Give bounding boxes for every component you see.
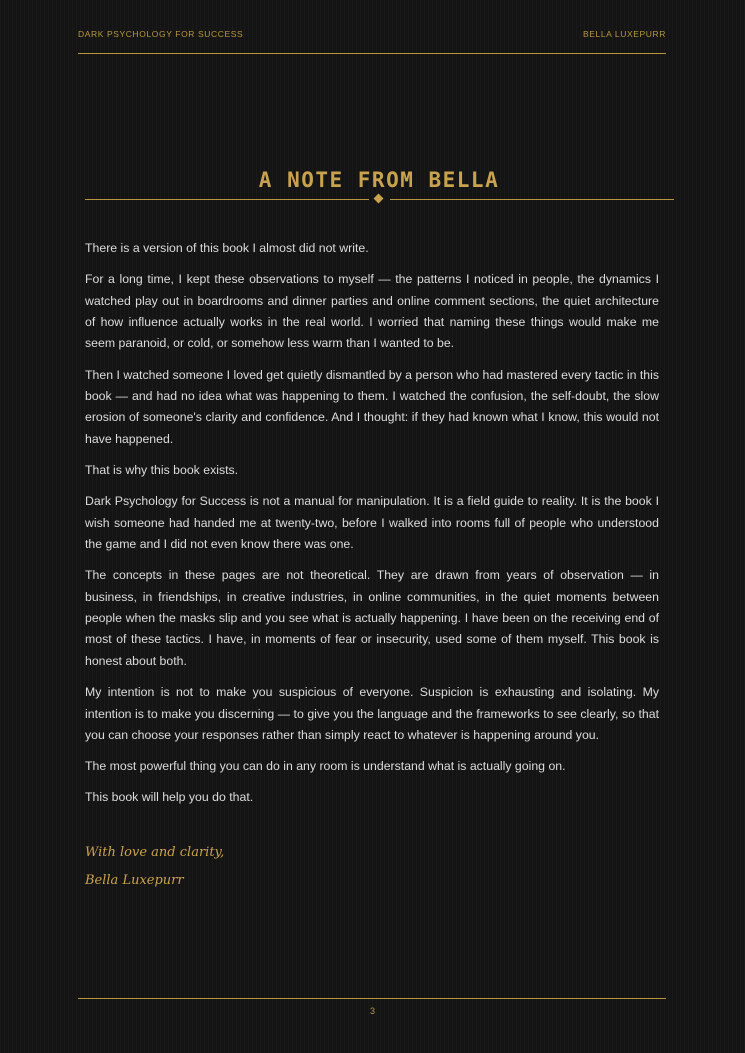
- paragraph: The concepts in these pages are not theoretical. They are drawn from years of observation — in business, in friendships, in creative industries, in online communities, in the quiet moments between people when the masks slip and you see what is actually happening. I have been on the receiving end of most of these tactics. I have, in moments of fear or insecurity, used some of them myself. This book is honest about both.: [85, 568, 659, 668]
- header-author: BELLA LUXEPURR: [582, 29, 666, 39]
- divider-line-left: [85, 199, 369, 200]
- paragraph: That is why this book exists.: [85, 463, 239, 478]
- paragraph: The most powerful thing you can do in any room is understand what is actually going on.: [85, 759, 566, 774]
- paragraph: Dark Psychology for Success is not a manual for manipulation. It is a field guide to reality. It is the book I wish someone had handed me at twenty-two, before I walked into rooms full of people who understood the game and I did not even know there was one.: [85, 494, 659, 552]
- chapter-title: A NOTE FROM BELLA: [258, 168, 500, 192]
- signoff: [85, 839, 224, 895]
- paragraph: Then I watched someone I loved get quietly dismantled by a person who had mastered every tactic in this book — and had no idea what was happening to them. I watched the confusion, the self-doubt, the slow erosion of someone's clarity and confidence. And I thought: if they had known what I know, this would not have happened.: [85, 367, 659, 446]
- paragraph: For a long time, I kept these observations to myself — the patterns I noticed in people, the dynamics I watched play out in boardrooms and dinner parties and online comment sections, the quiet architecture of how influence actually works in the real world. I worried that naming these things would make me seem paranoid, or cold, or somehow less warm than I wanted to be.: [85, 272, 659, 351]
- title-divider: [85, 199, 674, 200]
- signoff-closing: With love and clarity,: [85, 845, 225, 860]
- divider-line-right: [390, 199, 674, 200]
- paragraph: There is a version of this book I almost did not write.: [85, 241, 369, 255]
- paragraph: My intention is not to make you suspicious of everyone. Suspicion is exhausting and isolating. My intention is to make you discerning — to give you the language and the frameworks to see clearly, so that you can choose your responses rather than simply react to whatever is happening around you.: [85, 685, 659, 742]
- paragraph: This book will help you do that.: [85, 790, 254, 805]
- page-number: 3: [369, 1006, 375, 1016]
- footer-divider: [78, 998, 666, 999]
- signoff-signature: Bella Luxepurr: [85, 873, 184, 888]
- diamond-ornament-icon: [374, 194, 384, 204]
- running-header: [78, 29, 666, 54]
- letter-body: [85, 238, 659, 819]
- header-book-title: DARK PSYCHOLOGY FOR SUCCESS: [78, 29, 244, 39]
